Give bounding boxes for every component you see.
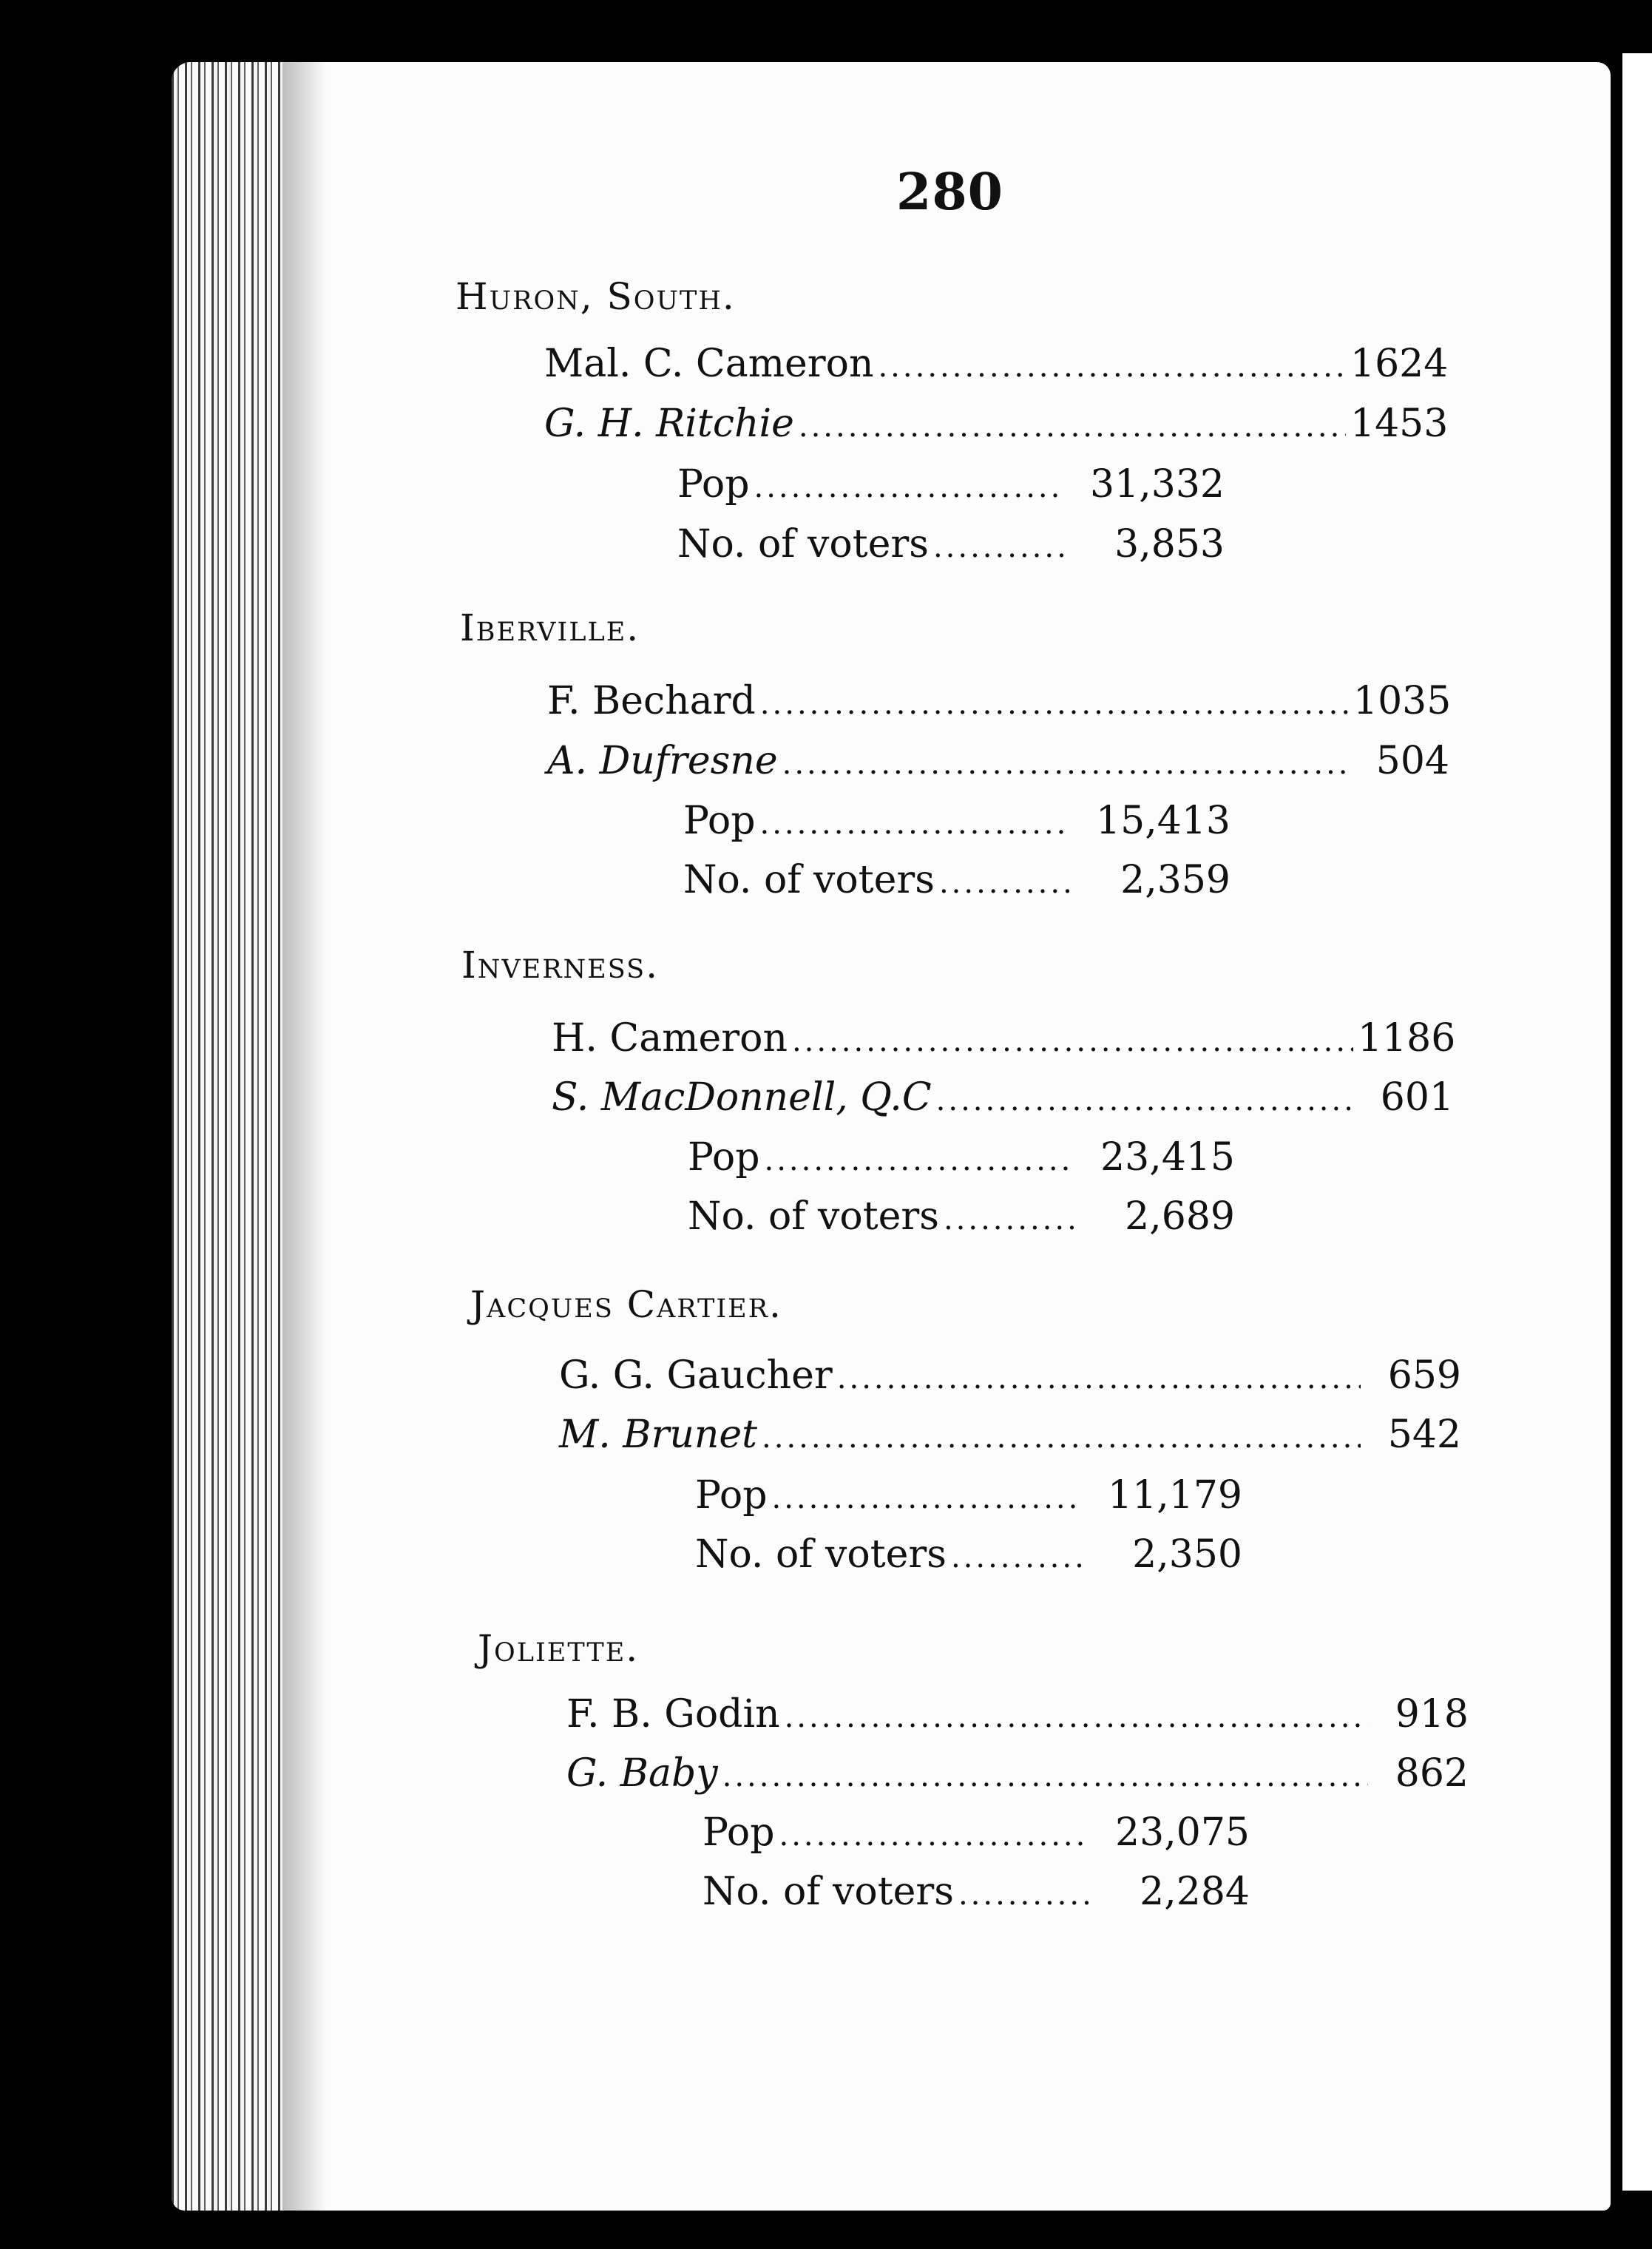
candidate-name: G. G. Gaucher — [559, 1353, 833, 1398]
leader-dots — [764, 1143, 1075, 1177]
voters-label: No. of voters — [695, 1532, 947, 1577]
candidate-row — [552, 1016, 1454, 1061]
leader-dots — [785, 1700, 1368, 1734]
voters-value: 3,853 — [1114, 522, 1225, 567]
candidate-name: F. Bechard — [547, 679, 756, 723]
leader-dots — [722, 1759, 1368, 1793]
voters-value: 2,359 — [1120, 858, 1230, 902]
candidate-votes: 1035 — [1353, 679, 1452, 723]
voters-row — [703, 1870, 1250, 1914]
leader-dots — [799, 410, 1346, 444]
pop-label: Pop — [703, 1810, 775, 1855]
candidate-name: M. Brunet — [559, 1413, 758, 1457]
leader-dots — [951, 1541, 1083, 1575]
pop-label: Pop — [677, 462, 750, 507]
candidate-row — [544, 402, 1449, 446]
section-heading-jacques-cartier: Jacques Cartier. — [470, 1283, 782, 1326]
voters-label: No. of voters — [677, 522, 929, 567]
page-number: 280 — [896, 163, 1003, 222]
candidate-row — [566, 1751, 1469, 1796]
section-heading-joliette: Joliette. — [478, 1627, 640, 1670]
candidate-row — [552, 1075, 1454, 1120]
leader-dots — [837, 1362, 1361, 1396]
pop-value: 31,332 — [1090, 462, 1225, 507]
leader-dots — [759, 807, 1071, 841]
candidate-votes: 659 — [1387, 1353, 1461, 1398]
pop-label: Pop — [683, 799, 756, 843]
population-row — [677, 462, 1225, 507]
voters-row — [695, 1532, 1242, 1577]
candidate-name: Mal. C. Cameron — [544, 342, 874, 386]
candidate-votes: 918 — [1395, 1692, 1469, 1736]
candidate-row — [566, 1692, 1469, 1736]
leader-dots — [936, 1083, 1353, 1117]
candidate-row — [547, 739, 1449, 783]
candidate-name: S. MacDonnell, Q.C — [552, 1075, 932, 1120]
candidate-row — [559, 1413, 1461, 1457]
candidate-votes: 862 — [1395, 1751, 1469, 1796]
leader-dots — [760, 687, 1349, 721]
section-heading-huron-south: Huron, South. — [456, 275, 736, 318]
leader-dots — [779, 1819, 1090, 1853]
population-row — [683, 799, 1230, 843]
leader-dots — [933, 530, 1065, 564]
voters-label: No. of voters — [683, 858, 935, 902]
candidate-votes: 504 — [1375, 739, 1449, 783]
candidate-row — [544, 342, 1449, 386]
pop-value: 15,413 — [1096, 799, 1230, 843]
population-row — [695, 1473, 1242, 1518]
leader-dots — [939, 866, 1071, 900]
candidate-votes: 542 — [1387, 1413, 1461, 1457]
candidate-votes: 1624 — [1350, 342, 1449, 386]
population-row — [703, 1810, 1250, 1855]
voters-row — [677, 522, 1225, 567]
section-heading-inverness: Inverness. — [461, 944, 659, 987]
candidate-votes: 601 — [1380, 1075, 1454, 1120]
pop-value: 11,179 — [1108, 1473, 1242, 1518]
leader-dots — [771, 1481, 1083, 1515]
page-edge — [172, 62, 282, 2211]
leader-dots — [958, 1878, 1090, 1912]
voters-label: No. of voters — [703, 1870, 954, 1914]
candidate-row — [547, 679, 1452, 723]
candidate-row — [559, 1353, 1461, 1398]
page-edge-shadow — [282, 62, 327, 2211]
leader-dots — [792, 1024, 1353, 1058]
candidate-name: G. Baby — [566, 1751, 718, 1796]
voters-value: 2,284 — [1140, 1870, 1250, 1914]
pop-value: 23,415 — [1100, 1135, 1235, 1180]
candidate-name: H. Cameron — [552, 1016, 788, 1061]
voters-label: No. of voters — [688, 1194, 939, 1239]
voters-row — [683, 858, 1230, 902]
population-row — [688, 1135, 1235, 1180]
candidate-name: G. H. Ritchie — [544, 402, 794, 446]
leader-dots — [762, 1421, 1361, 1455]
section-heading-iberville: Iberville. — [460, 606, 640, 649]
pop-label: Pop — [688, 1135, 760, 1180]
voters-value: 2,350 — [1132, 1532, 1242, 1577]
candidate-votes: 1453 — [1350, 402, 1449, 446]
voters-value: 2,689 — [1125, 1194, 1235, 1239]
candidate-votes: 1186 — [1358, 1016, 1456, 1061]
leader-dots — [944, 1203, 1075, 1237]
candidate-name: A. Dufresne — [547, 739, 778, 783]
voters-row — [688, 1194, 1235, 1239]
leader-dots — [782, 747, 1349, 781]
adjacent-page-strip — [1622, 53, 1652, 2191]
candidate-name: F. B. Godin — [566, 1692, 780, 1736]
pop-label: Pop — [695, 1473, 768, 1518]
leader-dots — [754, 470, 1065, 504]
leader-dots — [878, 350, 1346, 384]
pop-value: 23,075 — [1115, 1810, 1250, 1855]
